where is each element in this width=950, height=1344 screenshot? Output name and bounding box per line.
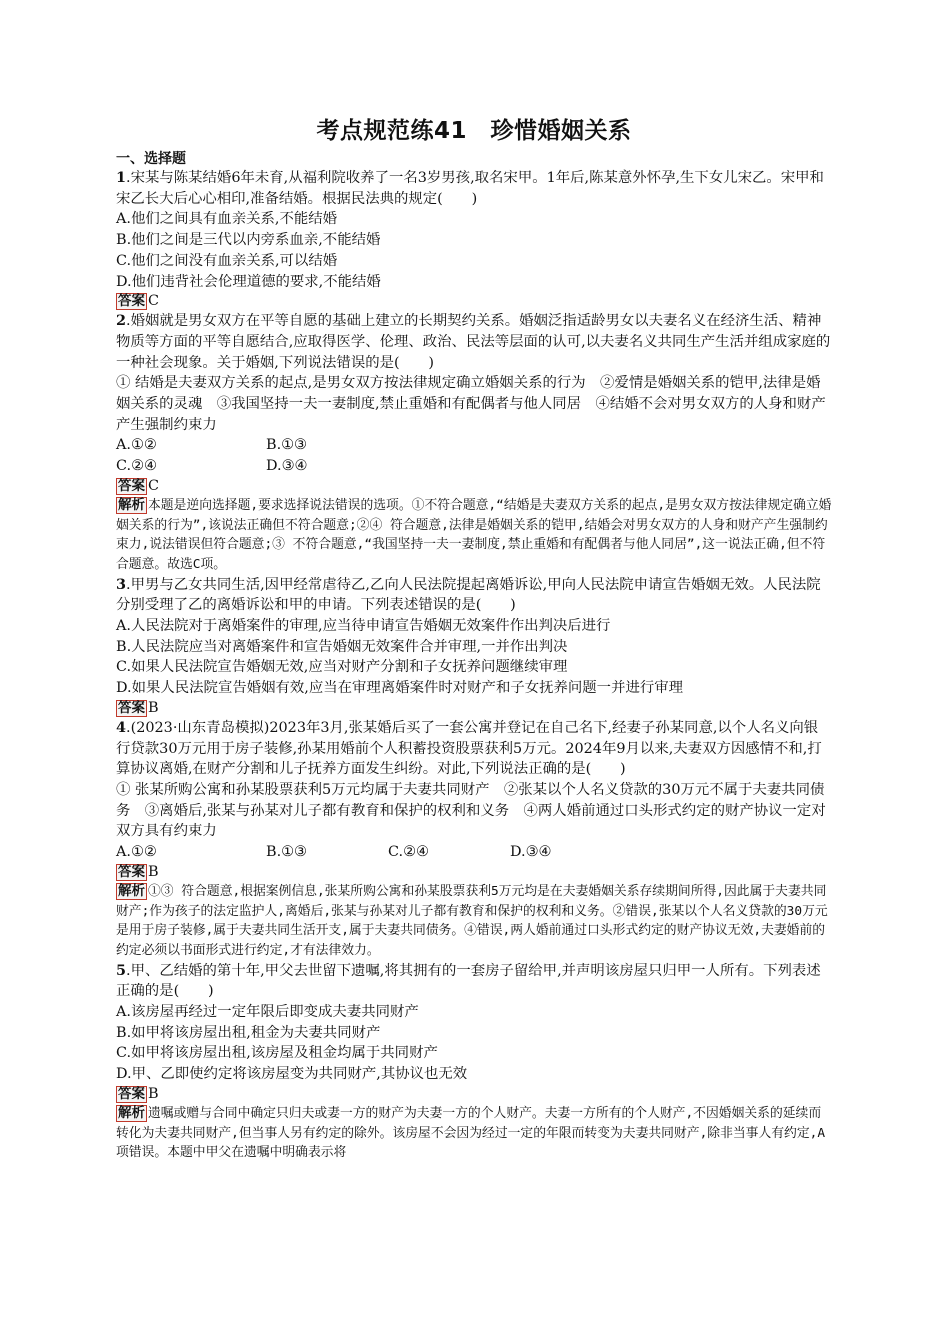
option-b: B.人民法院应当对离婚案件和宣告婚姻无效案件合并审理,一并作出判决 (116, 638, 568, 655)
question-stem: .婚姻就是男女双方在平等自愿的基础上建立的长期契约关系。婚姻泛指适龄男女以夫妻名义在经济生活、精神物质等方面的平等自愿结合,应取得医学、伦理、政治、民法等层面的认可,以夫妻名义共同生产生活并组成家庭的一种社会现象。关于婚姻,下列说法错误的是( ) (116, 313, 831, 371)
option-a: A.①② (116, 437, 157, 454)
question-number: 3 (116, 575, 127, 593)
answer-line (116, 292, 832, 311)
answer-line (116, 477, 832, 496)
answer-value: B (148, 1085, 159, 1102)
answer-tag: 答案 (118, 863, 145, 880)
answer-value: B (148, 699, 159, 716)
section-heading: 一、选择题 (116, 151, 186, 167)
option-a: A.①② (116, 844, 157, 861)
option-d: D.甲、乙即使约定将该房屋变为共同财产,其协议也无效 (116, 1066, 468, 1083)
answer-value: B (148, 863, 159, 880)
option-c: C.②④ (116, 458, 157, 475)
explanation-text: 遗嘱或赠与合同中确定只归夫或妻一方的财产为夫妻一方的个人财产。夫妻一方所有的个人财产,不因婚姻关系的延续而转化为夫妻共同财产,但当事人另有约定的除外。该房屋不会因为经过一定的年限而转变为夫妻共同财产,除非当事人有约定,A项错误。本题中甲父在遗嘱中明确表示将 (116, 1105, 826, 1161)
options-row (116, 842, 832, 863)
answer-value: C (148, 477, 160, 494)
explanation-text: ①③ 符合题意,根据案例信息,张某所购公寓和孙某股票获利5万元均是在夫妻婚姻关系存续期间所得,因此属于夫妻共同财产;作为孩子的法定监护人,离婚后,张某与孙某对儿子都有教育和保护的权利和义务。②错误,张某以个人名义贷款的30万元是用于房子装修,属于夫妻共同生活开支,属于夫妻共同债务。④错误,两人婚前通过口头形式约定的财产协议无效,夫妻婚前的约定必须以书面形式进行约定,才有法律效力。 (116, 883, 828, 958)
explanation-text: 本题是逆向选择题,要求选择说法错误的选项。①不符合题意,“结婚是夫妻双方关系的起点,是男女双方按法律规定确立婚姻关系的行为”,该说法正确但不符合题意;②④ 符合题意,法律是婚姻关系的铠甲,结婚会对男女双方的人身和财产产生强制约束力,说法错误但符合题意;③ 不符合题意,“我国坚持一夫一妻制度,禁止重婚和有配偶者与他人同居”,这一说法正确,但不符合题意。故选C项。 (116, 497, 832, 572)
question-5 (116, 961, 832, 1002)
options-row (116, 456, 832, 477)
option-b: B.他们之间是三代以内旁系血亲,不能结婚 (116, 232, 381, 249)
option-d: D.如果人民法院宣告婚姻有效,应当在审理离婚案件时对财产和子女抚养问题一并进行审理 (116, 680, 684, 697)
question-statements: ① 结婚是夫妻双方关系的起点,是男女双方按法律规定确立婚姻关系的行为 ②爱情是婚姻关系的铠甲,法律是婚姻关系的灵魂 ③我国坚持一夫一妻制度,禁止重婚和有配偶者与他人同居 ④结婚不会对男女双方的人身和财产产生强制约束力 (116, 375, 826, 433)
explanation-tag: 解析 (118, 882, 145, 899)
question-2 (116, 311, 832, 373)
option-a: A.人民法院对于离婚案件的审理,应当待申请宣告婚姻无效案件作出判决后进行 (116, 618, 611, 635)
option-b: B.①③ (266, 437, 307, 454)
option-a: A.该房屋再经过一定年限后即变成夫妻共同财产 (116, 1004, 419, 1021)
option-c: C.他们之间没有血亲关系,可以结婚 (116, 252, 338, 269)
answer-tag: 答案 (118, 477, 145, 494)
question-3 (116, 575, 832, 616)
question-number: 1 (116, 169, 127, 186)
explanation-block (116, 496, 832, 575)
answer-value: C (148, 293, 160, 310)
question-4 (116, 718, 832, 780)
answer-tag: 答案 (118, 1085, 145, 1102)
question-stem: .宋某与陈某结婚6年未育,从福利院收养了一名3岁男孩,取名宋甲。1年后,陈某意外怀孕,生下女儿宋乙。宋甲和宋乙长大后心心相印,准备结婚。根据民法典的规定( ) (116, 170, 824, 207)
option-d: D.③④ (266, 458, 308, 475)
answer-line (116, 863, 832, 882)
answer-tag: 答案 (118, 293, 145, 310)
answer-tag: 答案 (118, 699, 145, 716)
question-1 (116, 168, 832, 209)
explanation-block (116, 882, 832, 961)
question-number: 4 (116, 718, 127, 736)
document-page (116, 112, 832, 1163)
option-c: C.如果人民法院宣告婚姻无效,应当对财产分割和子女抚养问题继续审理 (116, 659, 568, 676)
explanation-block (116, 1104, 832, 1163)
option-d: D.③④ (510, 844, 552, 861)
question-stem: .甲、乙结婚的第十年,甲父去世留下遗嘱,将其拥有的一套房子留给甲,并声明该房屋只归甲一人所有。下列表述正确的是( ) (116, 962, 821, 1000)
option-c: C.如甲将该房屋出租,该房屋及租金均属于共同财产 (116, 1045, 438, 1062)
question-statements: ① 张某所购公寓和孙某股票获利5万元均属于夫妻共同财产 ②张某以个人名义贷款的30万元不属于夫妻共同债务 ③离婚后,张某与孙某对儿子都有教育和保护的权利和义务 ④两人婚前通过口头形式约定的财产协议一定对双方具有约束力 (116, 781, 826, 840)
answer-line (116, 1085, 832, 1104)
explanation-tag: 解析 (118, 496, 145, 513)
option-a: A.他们之间具有血亲关系,不能结婚 (116, 211, 338, 228)
option-b: B.①③ (266, 844, 307, 861)
options-row (116, 435, 832, 456)
explanation-tag: 解析 (118, 1104, 145, 1121)
option-c: C.②④ (388, 844, 429, 861)
page-title: 考点规范练41 珍惜婚姻关系 (316, 118, 632, 144)
question-stem: .甲男与乙女共同生活,因甲经常虐待乙,乙向人民法院提起离婚诉讼,甲向人民法院申请宣告婚姻无效。人民法院分别受理了乙的离婚诉讼和甲的申请。下列表述错误的是( ) (116, 576, 821, 614)
question-number: 2 (116, 312, 127, 330)
option-b: B.如甲将该房屋出租,租金为夫妻共同财产 (116, 1024, 381, 1041)
option-d: D.他们违背社会伦理道德的要求,不能结婚 (116, 273, 381, 290)
question-number: 5 (116, 961, 127, 979)
question-stem: .(2023·山东青岛模拟)2023年3月,张某婚后买了一套公寓并登记在自己名下,经妻子孙某同意,以个人名义向银行贷款30万元用于房子装修,孙某用婚前个人积蓄投资股票获利5万元。2024年9月以来,夫妻双方因感情不和,打算协议离婚,在财产分割和儿子抚养方面发生纠纷。对此,下列说法正确的是( ) (116, 719, 822, 778)
answer-line (116, 699, 832, 718)
